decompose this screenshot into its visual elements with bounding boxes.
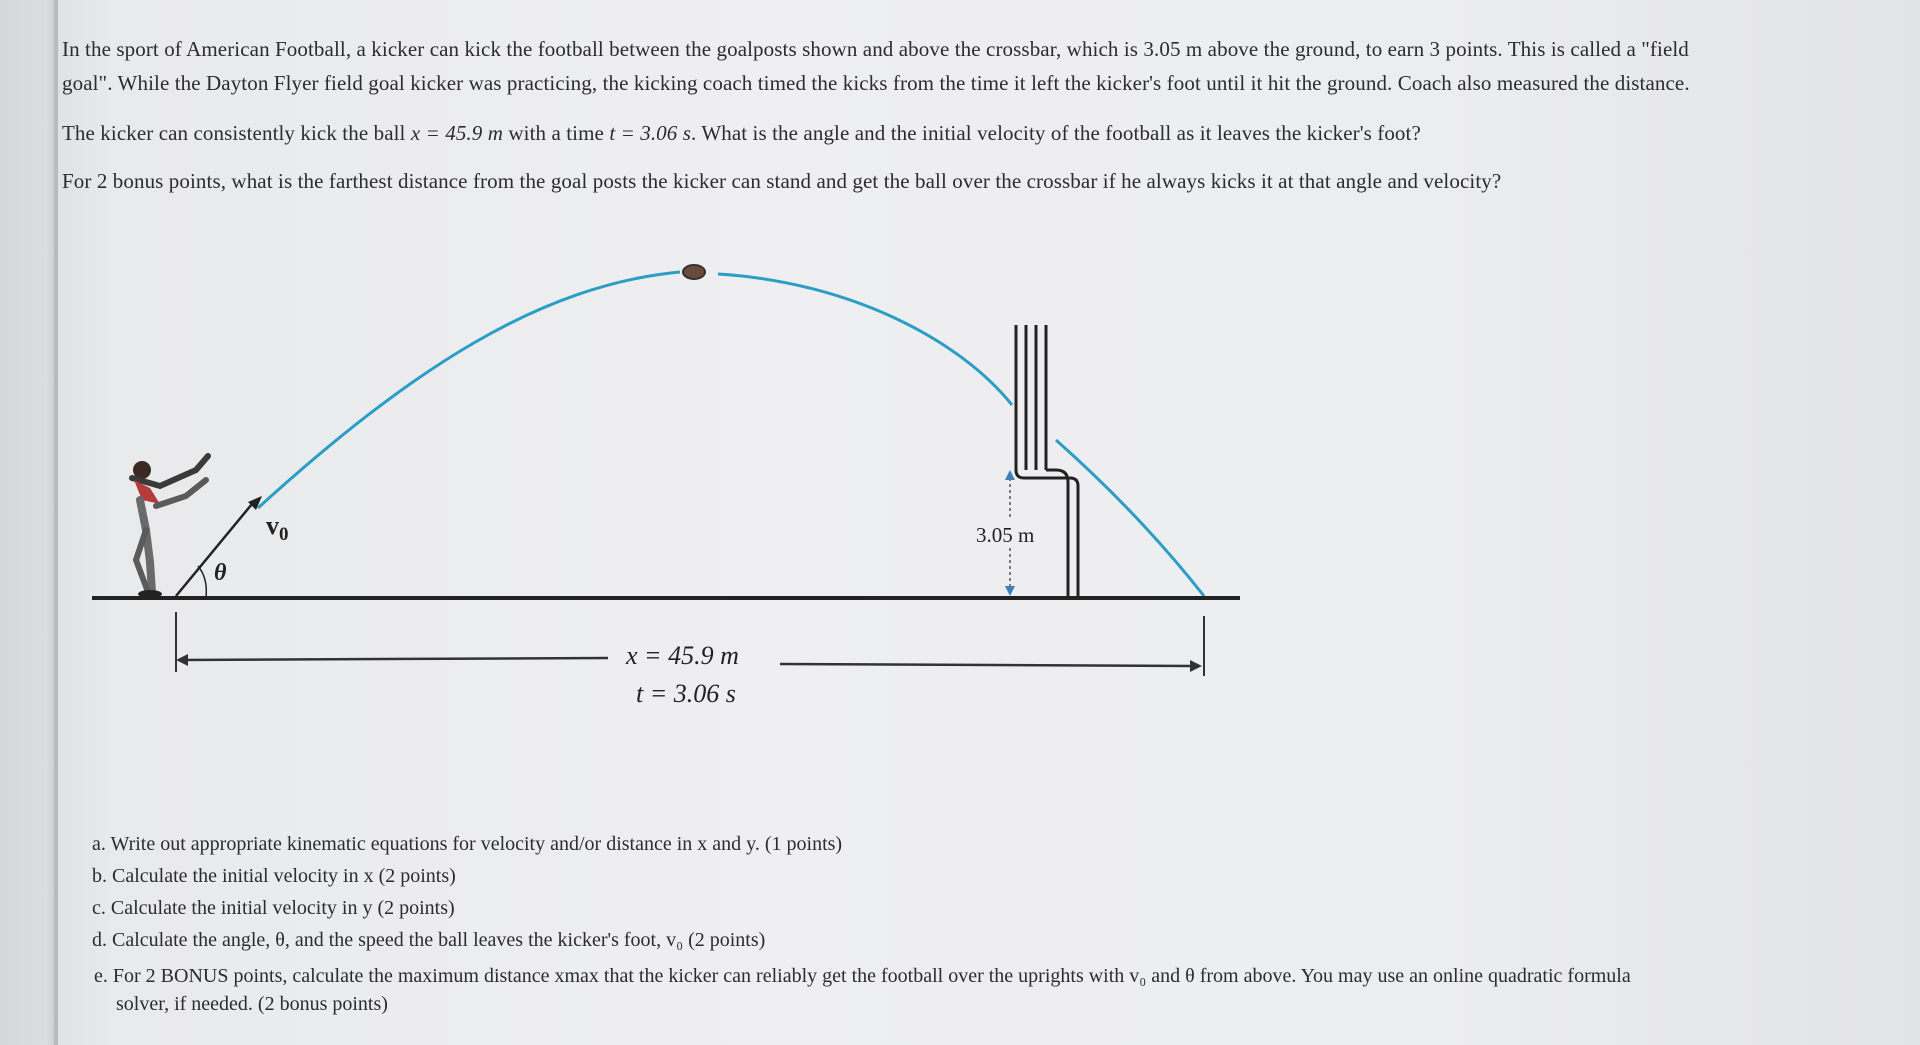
height-arrow-down-icon (1005, 586, 1015, 596)
question-c: c. Calculate the initial velocity in y (2 points) (92, 897, 455, 919)
problem-intro-line-1: In the sport of American Football, a kicker can kick the football between the goalposts shown and above the crossbar, which is 3.05 m above the ground, to earn 3 points. This is called a "field (62, 37, 1689, 61)
distance-line-left (180, 658, 608, 660)
given-x: x = 45.9 m (410, 121, 504, 145)
football-icon (683, 265, 705, 279)
distance-arrow-right-icon (1190, 660, 1202, 672)
question-b: b. Calculate the initial velocity in x (2 points) (92, 865, 456, 887)
given-prefix: The kicker can consistently kick the ball (62, 121, 406, 145)
v0-label: $v_0$ (266, 511, 289, 545)
distance-line-right (780, 664, 1192, 666)
given-t: t = 3.06 s (609, 121, 692, 145)
height-arrow-up-icon (1005, 470, 1015, 480)
theta-label: θ (214, 560, 227, 586)
question-a: a. Write out appropriate kinematic equations for velocity and/or distance in x and y. (1 points) (92, 833, 843, 855)
problem-bonus: For 2 bonus points, what is the farthest distance from the goal posts the kicker can stand and get the ball over the crossbar if he always kicks it at that angle and velocity? (62, 169, 1502, 193)
goalpost-icon (1016, 325, 1078, 598)
crossbar-height-label: 3.05 m (976, 523, 1035, 547)
distance-label: x = 45.9 m (626, 641, 739, 670)
theta-arc (198, 566, 206, 598)
question-e-line-2: solver, if needed. (2 bonus points) (116, 993, 388, 1015)
distance-arrow-left-icon (176, 654, 188, 666)
given-suffix: . What is the angle and the initial velocity of the football as it leaves the kicker's foot? (691, 121, 1421, 145)
question-d: d. Calculate the angle, θ, and the speed the ball leaves the kicker's foot, v₀ (2 points) (92, 929, 766, 951)
given-mid: with a time (508, 121, 604, 145)
kicker-icon (132, 456, 208, 598)
trajectory-to-post (718, 274, 1012, 405)
time-label: t = 3.06 s (636, 679, 736, 708)
trajectory-rising (258, 272, 680, 508)
question-e-line-1: e. For 2 BONUS points, calculate the maximum distance xmax that the kicker can reliably get the football over the uprights with v₀ and θ from above. You may use an online quadratic formula (94, 965, 1631, 987)
problem-intro-line-2: goal". While the Dayton Flyer field goal kicker was practicing, the kicking coach timed the kicks from the time it left the kicker's foot until it hit the ground. Coach also measured the distance. (62, 71, 1690, 95)
